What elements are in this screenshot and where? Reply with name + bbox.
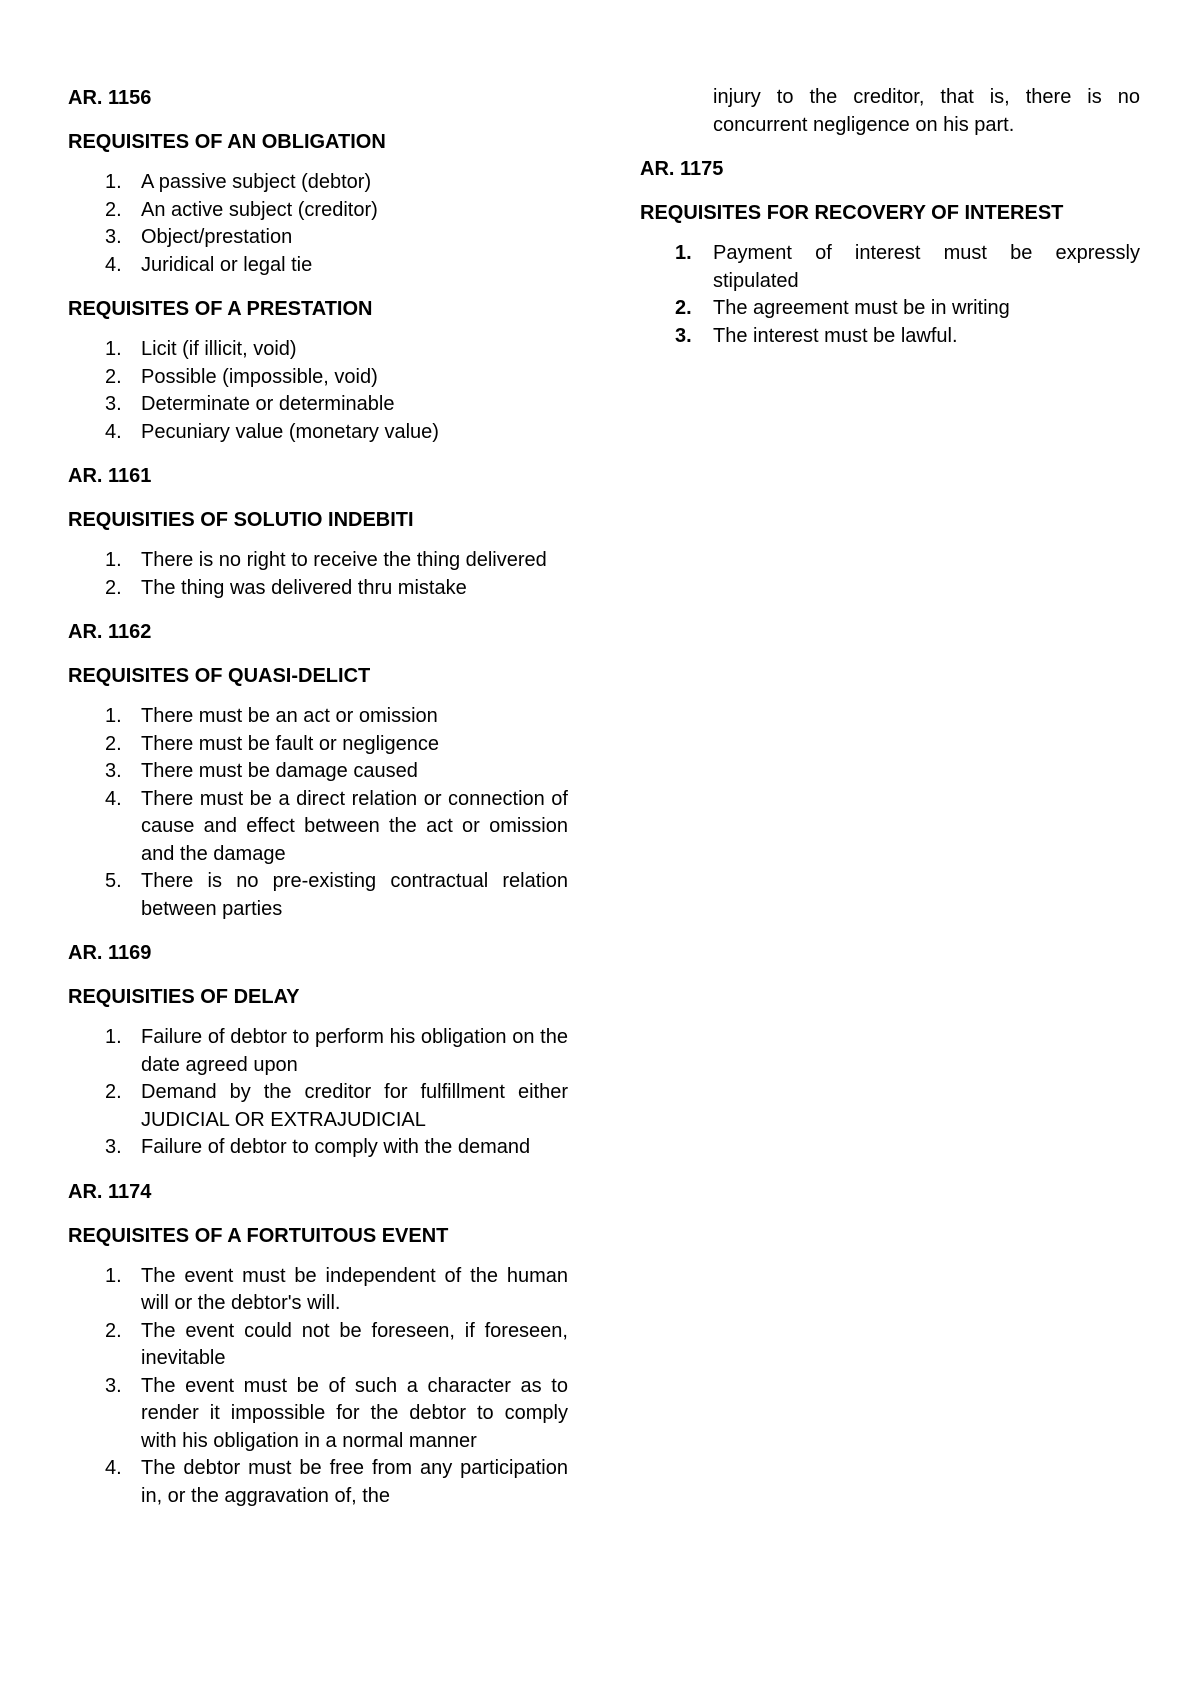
- list-item: 2. The agreement must be in writing: [675, 297, 1010, 319]
- section-heading: REQUISITES OF AN OBLIGATION: [68, 131, 386, 153]
- list-item: 4. There must be a direct relation or connection of cause and effect between the act or omission and the damage: [105, 787, 568, 865]
- section-heading: REQUISITIES OF SOLUTIO INDEBITI: [68, 509, 414, 531]
- list-item: 1. The event must be independent of the human will or the debtor's will.: [105, 1264, 568, 1314]
- list-item: 3. There must be damage caused: [105, 760, 418, 782]
- list-item: 2. Possible (impossible, void): [105, 365, 378, 388]
- list-item: 2. There must be fault or negligence: [105, 732, 439, 755]
- article-heading: AR. 1175: [640, 158, 724, 180]
- section-heading: REQUISITES OF QUASI-DELICT: [68, 665, 371, 687]
- list-item: 3. Determinate or determinable: [105, 393, 395, 415]
- list-item: 4. The debtor must be free from any participation in, or the aggravation of, the: [105, 1457, 568, 1507]
- section-heading: REQUISITIES OF DELAY: [68, 986, 300, 1008]
- list-item: 1. Licit (if illicit, void): [105, 338, 297, 360]
- list-item: 1. Payment of interest must be expressly stipulated: [675, 242, 1140, 292]
- article-heading: AR. 1169: [68, 942, 152, 964]
- right-column: [640, 0, 1140, 350]
- list-item: 2. The event could not be foreseen, if foreseen, inevitable: [105, 1319, 568, 1369]
- requisites-list: [640, 240, 1140, 350]
- requisites-list: [68, 336, 568, 446]
- list-item: 4. Pecuniary value (monetary value): [105, 420, 439, 443]
- list-item: 3. Failure of debtor to comply with the demand: [105, 1136, 531, 1158]
- requisites-list: [68, 1263, 568, 1511]
- requisites-list: [68, 169, 568, 279]
- section-heading: REQUISITES OF A FORTUITOUS EVENT: [68, 1224, 449, 1247]
- section-heading: REQUISITES OF A PRESTATION: [68, 298, 373, 320]
- list-item: 2. Demand by the creditor for fulfillment either JUDICIAL OR EXTRAJUDICIAL: [105, 1081, 568, 1131]
- article-heading: AR. 1156: [68, 87, 152, 109]
- list-item: 1. There is no right to receive the thing delivered: [105, 549, 547, 571]
- list-item: 2. The thing was delivered thru mistake: [105, 576, 467, 599]
- requisites-list: [68, 1024, 568, 1162]
- list-item: 2. An active subject (creditor): [105, 198, 378, 221]
- list-item: 5. There is no pre-existing contractual relation between parties: [105, 870, 568, 920]
- list-item: 4. Juridical or legal tie: [105, 253, 313, 276]
- list-item: 3. Object/prestation: [105, 226, 293, 248]
- requisites-list: [68, 547, 568, 602]
- requisites-list: [68, 703, 568, 923]
- left-column: [68, 0, 568, 1510]
- list-item: 3. The interest must be lawful.: [675, 324, 958, 347]
- article-heading: AR. 1162: [68, 621, 152, 643]
- section-heading: REQUISITES FOR RECOVERY OF INTEREST: [640, 202, 1064, 224]
- list-item: 3. The event must be of such a character as to render it impossible for the debtor to comply with his obligation in a normal manner: [105, 1374, 568, 1452]
- list-item: 1. There must be an act or omission: [105, 705, 438, 727]
- article-heading: AR. 1174: [68, 1180, 152, 1203]
- continued-paragraph: injury to the creditor, that is, there is no concurrent negligence on his part.: [713, 86, 1140, 136]
- list-item: 1. A passive subject (debtor): [105, 171, 372, 193]
- list-item: 1. Failure of debtor to perform his obligation on the date agreed upon: [105, 1026, 568, 1076]
- article-heading: AR. 1161: [68, 465, 152, 487]
